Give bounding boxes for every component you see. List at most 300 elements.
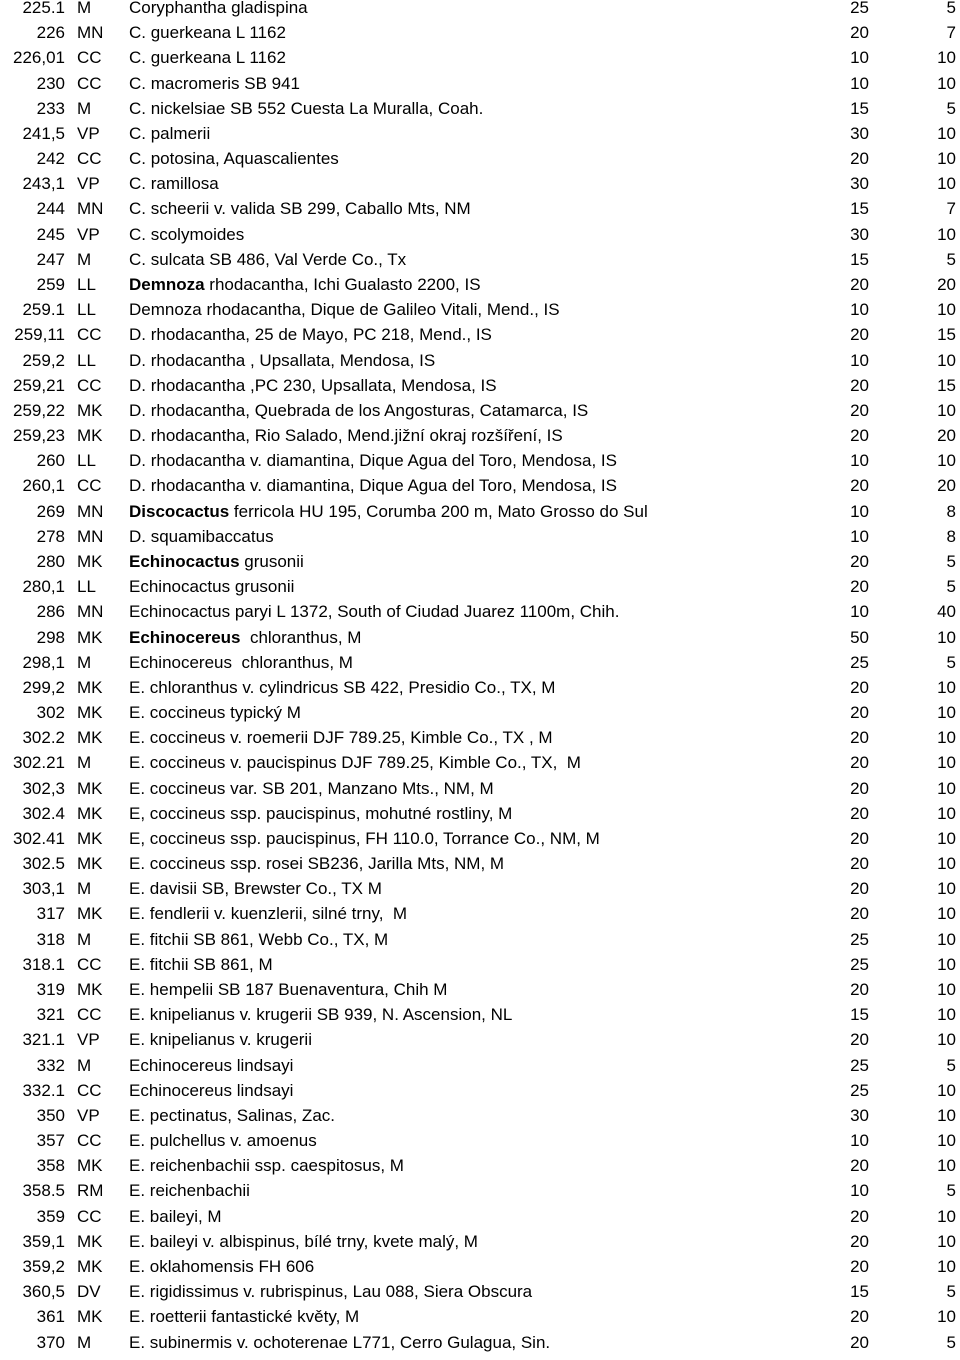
plant-name: Echinocactus paryi L 1372, South of Ciudad Juarez 1100m, Chih. [129,602,620,622]
plant-name: D. rhodacantha , Upsallata, Mendosa, IS [129,350,436,370]
supplier-code: MK [77,904,103,924]
supplier-code: LL [77,350,96,370]
price-value: 10 [937,929,956,949]
quantity-value: 20 [850,551,869,571]
item-number: 370 [36,1332,65,1352]
quantity-value: 20 [850,828,869,848]
table-row [0,929,960,957]
item-number: 247 [36,249,65,269]
item-number: 332.1 [22,1080,65,1100]
table-row [0,1206,960,1234]
item-number: 226,01 [13,48,65,68]
quantity-value: 20 [850,1332,869,1352]
quantity-value: 20 [850,1257,869,1276]
table-row [0,803,960,831]
item-number: 302.5 [22,854,65,874]
price-value: 10 [937,300,956,320]
table-row [0,350,960,378]
plant-name: E, coccineus ssp. paucispinus, FH 110.0, Torrance Co., NM, M [129,828,600,848]
table-row [0,1332,960,1360]
supplier-code: MK [77,1156,103,1176]
plant-name: E. roetterii fantastické květy, M [129,1307,360,1327]
item-number: 357 [36,1131,65,1151]
supplier-code: CC [77,48,102,68]
quantity-value: 20 [850,1231,869,1251]
supplier-code: MK [77,803,103,823]
price-value: 10 [937,1105,956,1125]
table-row [0,98,960,126]
plant-name: E. coccineus typický M [129,703,301,723]
item-number: 259.1 [22,300,65,320]
genus-name: Discocactus [129,501,230,521]
quantity-value: 20 [850,803,869,823]
plant-name: D. squamibaccatus [129,526,274,546]
price-value: 5 [946,0,956,17]
plant-name: E. coccineus v. roemerii DJF 789.25, Kimble Co., TX , M [129,728,553,748]
quantity-value: 25 [850,954,869,974]
price-value: 10 [937,1005,956,1025]
quantity-value: 20 [850,753,869,773]
supplier-code: CC [77,375,102,395]
supplier-code: MK [77,1307,103,1327]
supplier-code: MK [77,728,103,748]
item-number: 318.1 [22,954,65,974]
item-number: 359,2 [22,1257,65,1276]
plant-name [129,551,304,571]
item-number: 278 [36,526,65,546]
table-row [0,1284,960,1309]
price-value: 10 [937,123,956,143]
supplier-code: M [77,98,92,118]
item-number: 302.21 [13,753,65,773]
price-value: 10 [937,980,956,1000]
plant-name: Echinocereus chloranthus, M [129,652,353,672]
price-value: 10 [937,778,956,798]
price-value: 8 [946,526,956,546]
price-value: 5 [946,652,956,672]
quantity-value: 20 [850,23,869,43]
plant-name: C. potosina, Aquascalientes [129,149,339,169]
price-value: 10 [937,627,956,647]
plant-name: E. hempelii SB 187 Buenaventura, Chih M [129,980,448,1000]
quantity-value: 20 [850,426,869,446]
table-row [0,954,960,982]
item-number: 226 [36,23,65,43]
supplier-code: MK [77,854,103,874]
item-number: 302.4 [22,803,65,823]
supplier-code: M [77,249,92,269]
table-row [0,73,960,101]
price-value: 5 [946,1282,956,1302]
plant-name: Echinocactus grusonii [129,577,295,597]
supplier-code: MK [77,778,103,798]
item-number: 259,21 [13,375,65,395]
price-value: 20 [937,476,956,496]
price-value: 10 [937,1080,956,1100]
supplier-code: MK [77,828,103,848]
table-row [0,1105,960,1133]
item-number: 259,2 [22,350,65,370]
table-row [0,1309,960,1334]
genus-name: Echinocereus [129,627,241,647]
table-row [0,1259,960,1284]
supplier-code: CC [77,1080,102,1100]
item-number: 359,1 [22,1231,65,1251]
plant-name: Echinocereus lindsayi [129,1055,294,1075]
supplier-code: MN [77,526,104,546]
supplier-code: LL [77,300,96,320]
price-value: 10 [937,828,956,848]
plant-name: D. rhodacantha v. diamantina, Dique Agua del Toro, Mendosa, IS [129,476,617,496]
item-number: 243,1 [22,174,65,194]
table-row [0,1080,960,1108]
table-row [0,1055,960,1083]
supplier-code: CC [77,1206,102,1226]
price-value: 20 [937,274,956,294]
quantity-value: 20 [850,476,869,496]
quantity-value: 20 [850,1307,869,1327]
supplier-code: CC [77,73,102,93]
quantity-value: 20 [850,1030,869,1050]
table-row [0,906,960,931]
item-number: 359 [36,1206,65,1226]
item-number: 302 [36,703,65,723]
supplier-code: LL [77,577,96,597]
price-value: 15 [937,375,956,395]
supplier-code: CC [77,954,102,974]
table-row [0,1158,960,1183]
item-number: 230 [36,73,65,93]
price-value: 5 [946,249,956,269]
price-value: 10 [937,1307,956,1327]
item-number: 259 [36,274,65,294]
supplier-code: MK [77,1257,103,1276]
plant-name-rest: chloranthus, M [240,627,362,647]
plant-name: Echinocereus lindsayi [129,1080,294,1100]
table-row [0,375,960,403]
table-row [0,123,960,151]
plant-name [129,627,362,647]
table-row [0,50,960,75]
item-number: 233 [36,98,65,118]
plant-name: E. coccineus var. SB 201, Manzano Mts., NM, M [129,778,494,798]
quantity-value: 20 [850,904,869,924]
table-row [0,453,960,478]
supplier-code: MK [77,627,103,647]
price-value: 10 [937,451,956,471]
plant-name: C. macromeris SB 941 [129,73,300,93]
table-row [0,1007,960,1032]
plant-name: E. reichenbachii ssp. caespitosus, M [129,1156,404,1176]
price-value: 10 [937,677,956,697]
quantity-value: 20 [850,980,869,1000]
price-value: 10 [937,728,956,748]
table-row [0,478,960,503]
plant-name: D. rhodacantha ,PC 230, Upsallata, Mendosa, IS [129,375,497,395]
table-row [0,778,960,806]
item-number: 358.5 [22,1181,65,1201]
quantity-value: 25 [850,0,869,17]
supplier-code: MK [77,426,103,446]
item-number: 332 [36,1055,65,1075]
plant-name: E. rigidissimus v. rubrispinus, Lau 088, Siera Obscura [129,1282,533,1302]
price-value: 10 [937,954,956,974]
supplier-code: VP [77,123,100,143]
quantity-value: 20 [850,854,869,874]
price-value: 8 [946,501,956,521]
plant-name: E. baileyi, M [129,1206,222,1226]
table-row [0,982,960,1007]
table-row [0,224,960,252]
table-row [0,828,960,856]
supplier-code: VP [77,1030,100,1050]
item-number: 286 [36,602,65,622]
table-row [0,176,960,201]
plant-name: C. guerkeana L 1162 [129,48,286,68]
price-value: 20 [937,426,956,446]
supplier-code: LL [77,451,96,471]
quantity-value: 20 [850,400,869,420]
table-row [0,428,960,453]
quantity-value: 50 [850,627,869,647]
price-value: 10 [937,854,956,874]
table-row [0,652,960,680]
item-number: 298,1 [22,652,65,672]
price-value: 10 [937,1206,956,1226]
table-row [0,604,960,629]
supplier-code: RM [77,1181,104,1201]
price-value: 15 [937,325,956,345]
price-value: 10 [937,1156,956,1176]
item-number: 269 [36,501,65,521]
table-row [0,1183,960,1208]
price-value: 5 [946,1055,956,1075]
plant-name: E. knipelianus v. krugerii [129,1030,312,1050]
quantity-value: 10 [850,451,869,471]
table-row [0,25,960,50]
price-value: 40 [937,602,956,622]
quantity-value: 10 [850,602,869,622]
supplier-code: M [77,652,92,672]
price-value: 10 [937,149,956,169]
item-number: 299,2 [22,677,65,697]
quantity-value: 25 [850,652,869,672]
item-number: 298 [36,627,65,647]
table-row [0,856,960,881]
price-value: 10 [937,1030,956,1050]
table-row [0,151,960,176]
plant-name-rest: grusonii [239,551,304,571]
table-row [0,730,960,755]
supplier-code: DV [77,1282,101,1302]
price-value: 10 [937,703,956,723]
price-value: 7 [946,199,956,219]
table-row [0,327,960,352]
supplier-code: MN [77,23,104,43]
item-number: 360,5 [22,1282,65,1302]
supplier-code: CC [77,149,102,169]
plant-name: E. knipelianus v. krugerii SB 939, N. Ascension, NL [129,1005,513,1025]
supplier-code: M [77,1332,92,1352]
price-value: 10 [937,48,956,68]
quantity-value: 10 [850,48,869,68]
price-value: 5 [946,1332,956,1352]
quantity-value: 20 [850,149,869,169]
price-value: 10 [937,224,956,244]
table-row [0,1032,960,1057]
table-row [0,627,960,655]
quantity-value: 10 [850,1131,869,1151]
supplier-code: M [77,929,92,949]
item-number: 302.2 [22,728,65,748]
supplier-code: M [77,753,92,773]
plant-name: C. palmerii [129,123,211,143]
quantity-value: 15 [850,249,869,269]
supplier-code: M [77,1055,92,1075]
item-number: 245 [36,224,65,244]
plant-name: E. fitchii SB 861, Webb Co., TX, M [129,929,389,949]
plant-name: C. guerkeana L 1162 [129,23,286,43]
quantity-value: 30 [850,224,869,244]
price-value: 10 [937,879,956,899]
price-value: 5 [946,1181,956,1201]
plant-name: C. sulcata SB 486, Val Verde Co., Tx [129,249,407,269]
price-value: 10 [937,753,956,773]
supplier-code: MK [77,677,103,697]
quantity-value: 20 [850,325,869,345]
quantity-value: 20 [850,778,869,798]
genus-name: Echinocactus [129,551,240,571]
supplier-code: MN [77,602,104,622]
quantity-value: 20 [850,1156,869,1176]
price-value: 10 [937,803,956,823]
table-row [0,0,960,25]
quantity-value: 20 [850,375,869,395]
plant-name: C. scheerii v. valida SB 299, Caballo Mts, NM [129,199,471,219]
plant-name-rest: ferricola HU 195, Corumba 200 m, Mato Grosso do Sul [229,501,648,521]
supplier-code: MK [77,551,103,571]
table-row [0,677,960,705]
item-number: 302.41 [13,828,65,848]
quantity-value: 10 [850,350,869,370]
price-value: 10 [937,904,956,924]
table-row [0,1133,960,1158]
table-row [0,551,960,579]
table-row [0,579,960,604]
price-value: 5 [946,577,956,597]
item-number: 244 [36,199,65,219]
supplier-code: CC [77,476,102,496]
quantity-value: 10 [850,73,869,93]
plant-name: D. rhodacantha, Quebrada de los Angosturas, Catamarca, IS [129,400,589,420]
item-number: 358 [36,1156,65,1176]
genus-name: Demnoza [129,274,205,294]
supplier-code: LL [77,274,96,294]
supplier-code: MN [77,501,104,521]
supplier-code: CC [77,1005,102,1025]
supplier-code: MK [77,1231,103,1251]
plant-name: C. ramillosa [129,174,219,194]
quantity-value: 20 [850,274,869,294]
quantity-value: 15 [850,1282,869,1302]
item-number: 319 [36,980,65,1000]
price-value: 5 [946,98,956,118]
item-number: 303,1 [22,879,65,899]
table-row [0,755,960,780]
plant-name: E, coccineus ssp. paucispinus, mohutné rostliny, M [129,803,513,823]
plant-name: C. nickelsiae SB 552 Cuesta La Muralla, Coah. [129,98,484,118]
price-value: 10 [937,1131,956,1151]
item-number: 260 [36,451,65,471]
plant-name: D. rhodacantha, Rio Salado, Mend.jižní okraj rozšíření, IS [129,426,563,446]
plant-name: C. scolymoides [129,224,245,244]
plant-name: E. pectinatus, Salinas, Zac. [129,1105,335,1125]
quantity-value: 20 [850,728,869,748]
plant-name: E. davisii SB, Brewster Co., TX M [129,879,382,899]
quantity-value: 10 [850,1181,869,1201]
quantity-value: 15 [850,199,869,219]
price-value: 10 [937,73,956,93]
table-row [0,201,960,226]
table-row [0,881,960,906]
item-number: 242 [36,149,65,169]
plant-name: E. baileyi v. albispinus, bílé trny, kvete malý, M [129,1231,478,1251]
supplier-code: MK [77,980,103,1000]
plant-name: E. chloranthus v. cylindricus SB 422, Presidio Co., TX, M [129,677,556,697]
quantity-value: 15 [850,1005,869,1025]
table-row [0,526,960,554]
plant-name: E. fendlerii v. kuenzlerii, silné trny, M [129,904,408,924]
item-number: 350 [36,1105,65,1125]
plant-name: E. reichenbachii [129,1181,250,1201]
quantity-value: 30 [850,123,869,143]
table-row [0,705,960,730]
table-row [0,302,960,327]
quantity-value: 30 [850,174,869,194]
table-row [0,400,960,428]
plant-name: D. rhodacantha, 25 de Mayo, PC 218, Mend., IS [129,325,492,345]
plant-name: E. oklahomensis FH 606 [129,1257,315,1276]
price-value: 10 [937,1257,956,1276]
item-number: 241,5 [22,123,65,143]
plant-name: Coryphantha gladispina [129,0,308,17]
item-number: 225.1 [22,0,65,17]
price-value: 10 [937,174,956,194]
table-row [0,501,960,529]
supplier-code: MK [77,703,103,723]
supplier-code: VP [77,1105,100,1125]
item-number: 318 [36,929,65,949]
plant-name: E. subinermis v. ochoterenae L771, Cerro Gulagua, Sin. [129,1332,551,1352]
quantity-value: 25 [850,1055,869,1075]
supplier-code: M [77,879,92,899]
quantity-value: 15 [850,98,869,118]
supplier-code: MN [77,199,104,219]
supplier-code: CC [77,1131,102,1151]
quantity-value: 20 [850,703,869,723]
plant-name: E. fitchii SB 861, M [129,954,273,974]
supplier-code: CC [77,325,102,345]
item-number: 302,3 [22,778,65,798]
quantity-value: 25 [850,1080,869,1100]
plant-name: D. rhodacantha v. diamantina, Dique Agua del Toro, Mendosa, IS [129,451,617,471]
price-value: 10 [937,350,956,370]
item-number: 280 [36,551,65,571]
plant-name [129,501,648,521]
item-number: 260,1 [22,476,65,496]
quantity-value: 20 [850,1206,869,1226]
table-row [0,1231,960,1259]
